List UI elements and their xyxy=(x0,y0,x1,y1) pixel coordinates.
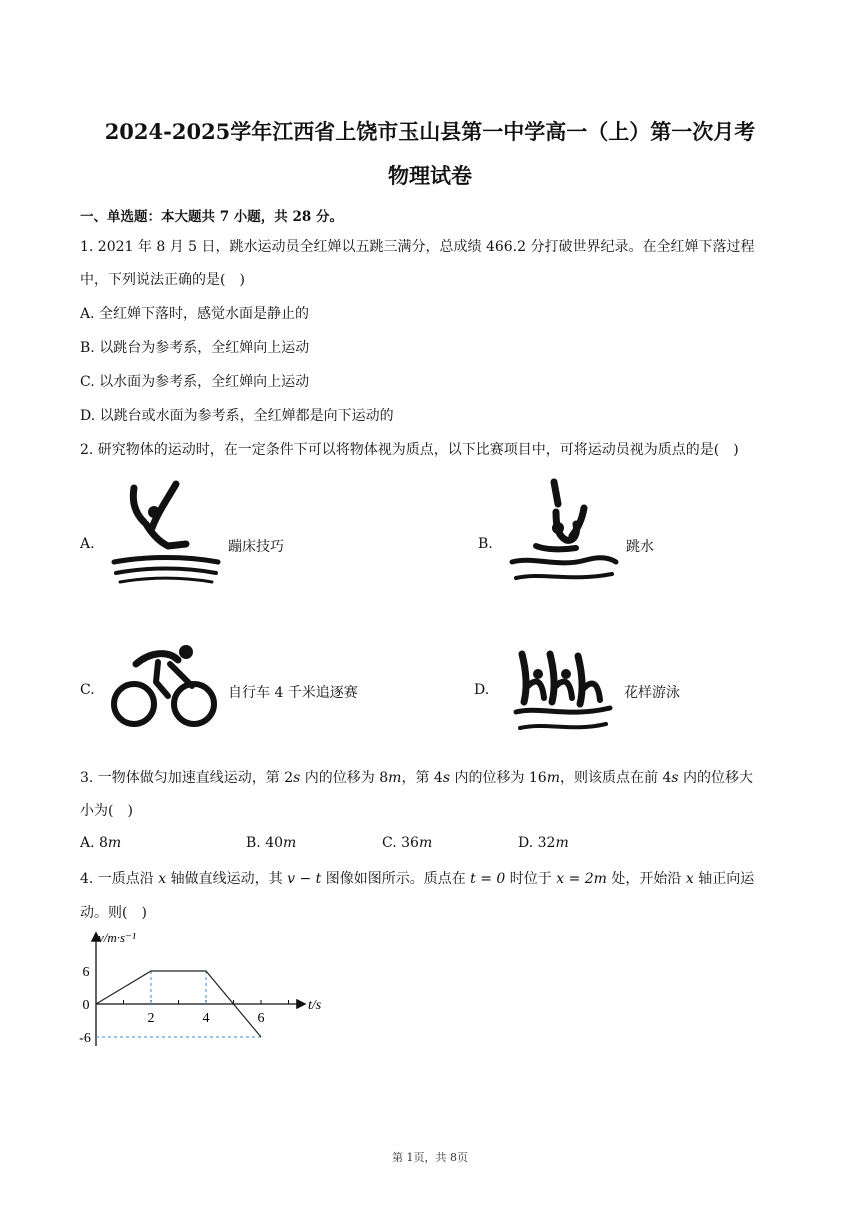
q2-option-a-text: 蹦床技巧 xyxy=(228,539,284,555)
q3-option-b: B. 40m xyxy=(246,835,297,851)
x-tick-label-2: 2 xyxy=(147,1011,155,1026)
synchronized-swimming-icon xyxy=(512,646,616,738)
q3-option-c: C. 36m xyxy=(382,835,433,851)
q1-option-b: B. 以跳台为参考系，全红婵向上运动 xyxy=(80,340,310,356)
q2-option-d-letter: D. xyxy=(474,682,490,698)
x-tick-label-4: 4 xyxy=(202,1011,210,1026)
q2-option-d-text: 花样游泳 xyxy=(624,685,680,701)
q2-option-a-letter: A. xyxy=(80,536,95,552)
y-tick-label-neg6: -6 xyxy=(79,1031,91,1046)
q1-option-c: C. 以水面为参考系，全红婵向上运动 xyxy=(80,374,310,390)
q2-option-b-text: 跳水 xyxy=(626,539,654,555)
diving-icon xyxy=(506,478,622,594)
q1-line-2: 中，下列说法正确的是( ) xyxy=(80,272,245,288)
q2-line-1: 2. 研究物体的运动时，在一定条件下可以将物体视为质点，以下比赛项目中，可将运动员视为质点的是( ) xyxy=(80,442,739,458)
section-header: 一、单选题：本大题共 7 小题，共 28 分。 xyxy=(80,209,343,225)
title-line-2: 物理试卷 xyxy=(388,163,472,188)
q1-line-1: 1. 2021 年 8 月 5 日，跳水运动员全红婵以五跳三满分，总成绩 466.2 分打破世界纪录。在全红婵下落过程 xyxy=(80,239,755,255)
title-line-1: 2024-2025学年江西省上饶市玉山县第一中学高一（上）第一次月考 xyxy=(104,119,756,144)
y-axis-label: v/m·s⁻¹ xyxy=(98,930,136,945)
q1-option-a: A. 全红婵下落时，感觉水面是静止的 xyxy=(80,306,310,322)
cycling-icon xyxy=(106,640,222,734)
trampoline-icon xyxy=(106,478,226,586)
q2-option-c-text: 自行车 4 千米追逐赛 xyxy=(228,685,358,701)
q3-line-2: 小为( ) xyxy=(80,803,133,819)
page-footer: 第 1页，共 8页 xyxy=(392,1151,468,1164)
q3-option-a: A. 8m xyxy=(80,835,122,851)
q2-option-b-letter: B. xyxy=(478,536,493,552)
x-axis-label: t/s xyxy=(308,998,322,1013)
y-tick-label-6: 6 xyxy=(82,965,90,980)
q2-option-c-letter: C. xyxy=(80,682,95,698)
q3-line-1: 3. 一物体做匀加速直线运动，第 2s 内的位移为 8m，第 4s 内的位移为 16m，则该质点在前 4s 内的位移大 xyxy=(80,770,753,786)
x-tick-label-6: 6 xyxy=(257,1011,265,1026)
q1-option-d: D. 以跳台或水面为参考系，全红婵都是向下运动的 xyxy=(80,408,394,424)
q4-line-2: 动。则( ) xyxy=(80,905,147,921)
q4-line-1: 4. 一质点沿 x 轴做直线运动，其 v − t 图像如图所示。质点在 t = 0 时位于 x = 2m 处，开始沿 x 轴正向运 xyxy=(80,871,755,887)
q3-option-d: D. 32m xyxy=(518,835,569,851)
y-tick-label-0: 0 xyxy=(82,998,90,1013)
vt-graph xyxy=(76,926,336,1058)
